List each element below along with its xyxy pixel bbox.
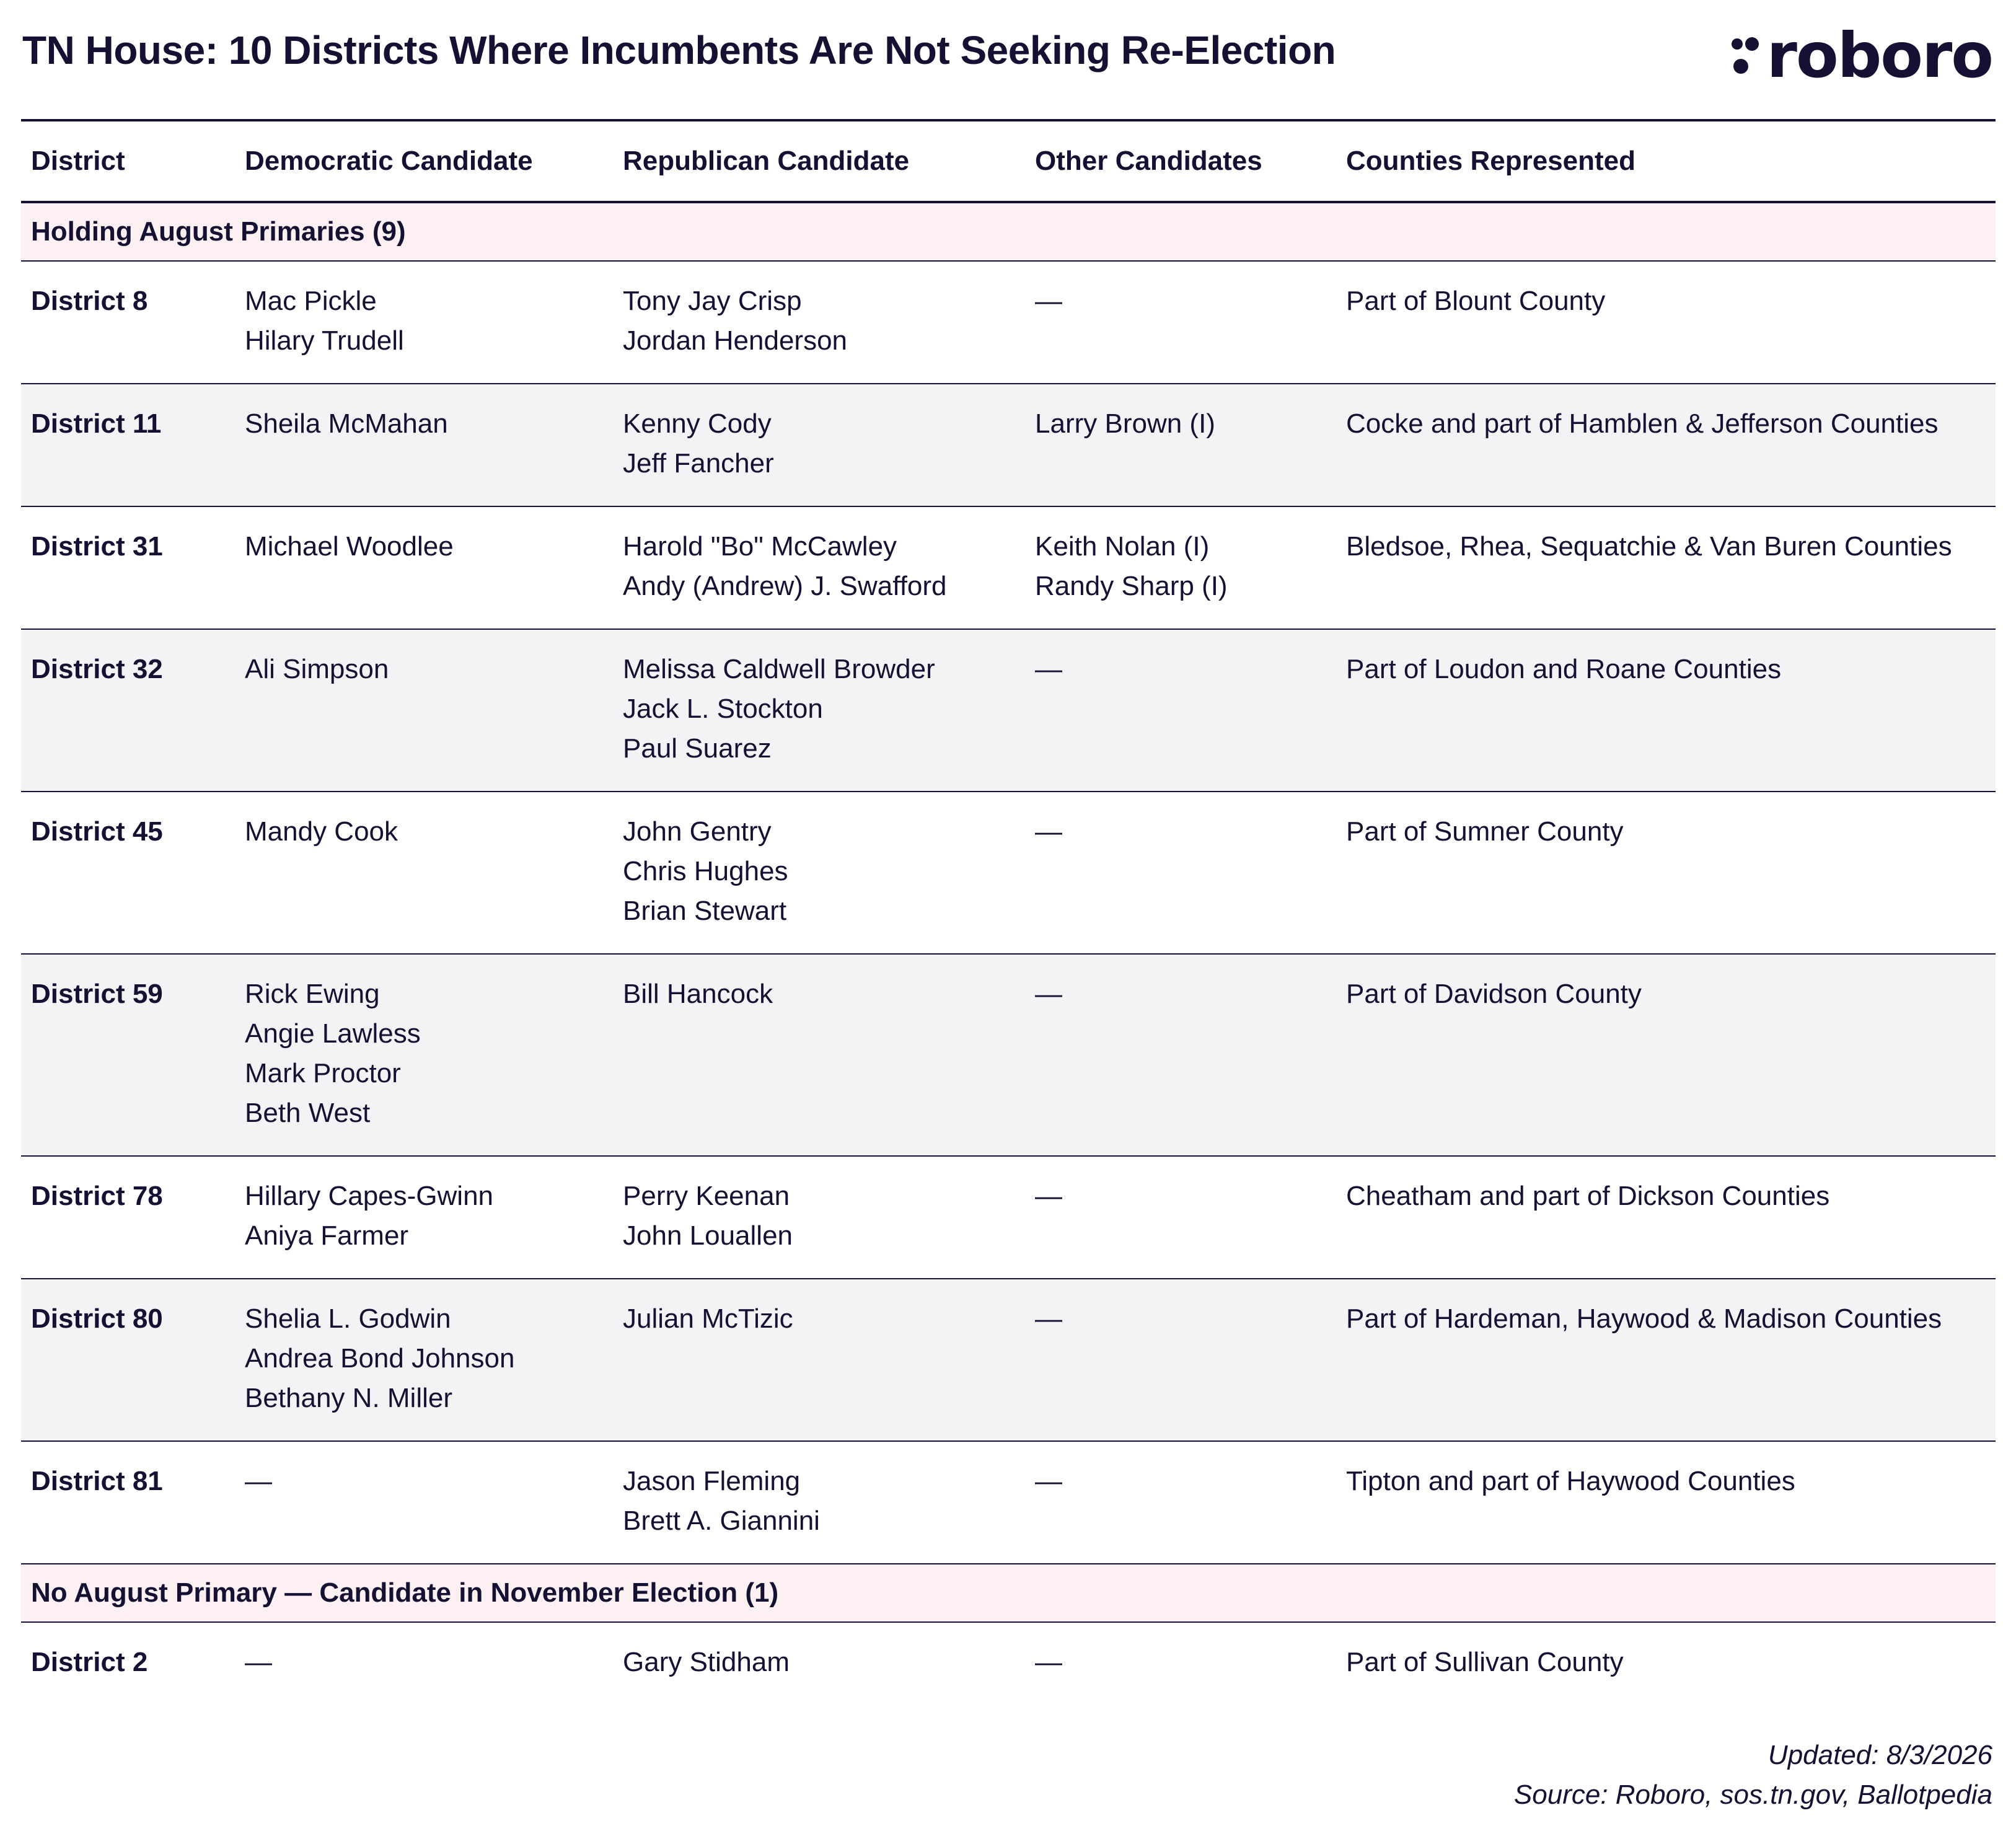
republican-candidate-name: Jeff Fancher — [623, 448, 774, 479]
other-candidate-name: Larry Brown (I) — [1035, 408, 1215, 439]
column-header-republican: Republican Candidate — [613, 120, 1025, 202]
other-candidate-name: Randy Sharp (I) — [1035, 571, 1228, 601]
republican-candidate-name: Jordan Henderson — [623, 325, 848, 356]
democratic-candidate-name: Ali Simpson — [245, 654, 389, 684]
democratic-candidates-cell — [235, 954, 613, 1156]
democratic-candidate-name: Hilary Trudell — [245, 325, 404, 356]
logo-wordmark: roboro — [1766, 19, 1992, 92]
table-row — [21, 629, 1996, 792]
roboro-logo — [1728, 19, 1992, 92]
counties-cell: Bledsoe, Rhea, Sequatchie & Van Buren Counties — [1336, 506, 1996, 629]
district-cell: District 2 — [31, 1647, 148, 1677]
republican-candidate-name: Paul Suarez — [623, 733, 772, 764]
republican-candidates-cell — [613, 1156, 1025, 1279]
section-row — [21, 202, 1996, 261]
other-candidate-name: — — [1035, 816, 1062, 847]
district-cell: District 32 — [21, 629, 235, 792]
democratic-candidates-cell — [235, 1441, 613, 1564]
other-candidates-cell — [1025, 954, 1336, 1156]
republican-candidate-name: Jack L. Stockton — [623, 694, 823, 724]
republican-candidate-name: Julian McTizic — [623, 1304, 793, 1334]
republican-candidates-cell — [613, 1441, 1025, 1564]
counties-cell: Cheatham and part of Dickson Counties — [1336, 1156, 1996, 1279]
column-header-district: District — [21, 120, 235, 202]
republican-candidate-name: Brian Stewart — [623, 896, 787, 926]
other-candidates-cell — [1025, 792, 1336, 954]
democratic-candidates-cell — [235, 261, 613, 384]
republican-candidate-name: Chris Hughes — [623, 856, 788, 886]
other-candidate-name: — — [1035, 286, 1062, 316]
republican-candidates-cell — [613, 384, 1025, 506]
republican-candidate-name: John Gentry — [623, 816, 772, 847]
counties-cell: Part of Davidson County — [1336, 954, 1996, 1156]
other-candidate-name: — — [1035, 1304, 1062, 1334]
republican-candidates-cell — [613, 261, 1025, 384]
section-label: Holding August Primaries (9) — [21, 202, 1996, 261]
other-candidate-name: — — [1035, 1181, 1062, 1211]
footer — [1514, 1736, 1992, 1815]
other-candidates-cell — [1025, 1156, 1336, 1279]
democratic-candidate-name: Rick Ewing — [245, 979, 380, 1009]
section-row — [21, 1564, 1996, 1622]
republican-candidates-cell — [613, 506, 1025, 629]
democratic-candidate-name: Sheila McMahan — [245, 408, 448, 439]
table-row — [21, 506, 1996, 629]
table-row — [21, 1279, 1996, 1441]
other-candidate-name: — — [1035, 1647, 1062, 1677]
other-candidates-cell — [1025, 1622, 1336, 1705]
democratic-candidates-cell — [235, 384, 613, 506]
other-candidate-name: Keith Nolan (I) — [1035, 531, 1210, 562]
republican-candidate-name: Jason Fleming — [623, 1466, 801, 1496]
table-row — [21, 261, 1996, 384]
democratic-candidate-name: Aniya Farmer — [245, 1220, 409, 1251]
other-candidate-name: — — [1035, 1466, 1062, 1496]
democratic-candidates-cell — [235, 1279, 613, 1441]
table-row — [21, 384, 1996, 506]
district-cell: District 45 — [21, 792, 235, 954]
democratic-candidate-name: Bethany N. Miller — [245, 1383, 453, 1413]
page-title: TN House: 10 Districts Where Incumbents Are Not Seeking Re-Election — [22, 28, 1336, 73]
district-cell: District 78 — [21, 1156, 235, 1279]
counties-cell: Part of Hardeman, Haywood & Madison Counties — [1336, 1279, 1996, 1441]
republican-candidate-name: Perry Keenan — [623, 1181, 790, 1211]
district-cell: District 59 — [21, 954, 235, 1156]
other-candidate-name: — — [1035, 654, 1062, 684]
updated-date: Updated: 8/3/2026 — [1767, 1740, 1992, 1770]
other-candidates-cell — [1025, 261, 1336, 384]
counties-cell: Tipton and part of Haywood Counties — [1336, 1441, 1996, 1564]
republican-candidates-cell — [613, 1622, 1025, 1705]
republican-candidate-name: Gary Stidham — [623, 1647, 790, 1677]
logo-dots-icon — [1728, 34, 1761, 77]
column-header-other: Other Candidates — [1025, 120, 1336, 202]
democratic-candidate-name: Hillary Capes-Gwinn — [245, 1181, 494, 1211]
district-cell: District 11 — [21, 384, 235, 506]
republican-candidate-name: Harold "Bo" McCawley — [623, 531, 897, 562]
table-row — [21, 1441, 1996, 1564]
district-cell: District 31 — [21, 506, 235, 629]
democratic-candidate-name: Beth West — [245, 1098, 371, 1128]
counties-cell: Part of Loudon and Roane Counties — [1336, 629, 1996, 792]
republican-candidates-cell — [613, 629, 1025, 792]
democratic-candidate-name: Andrea Bond Johnson — [245, 1343, 515, 1374]
democratic-candidates-cell — [235, 1622, 613, 1705]
districts-table — [21, 119, 1996, 1705]
table-body — [21, 202, 1996, 1705]
table-row — [21, 954, 1996, 1156]
other-candidates-cell — [1025, 506, 1336, 629]
other-candidates-cell — [1025, 629, 1336, 792]
democratic-candidates-cell — [235, 629, 613, 792]
democratic-candidate-name: — — [245, 1466, 272, 1496]
district-cell: District 80 — [21, 1279, 235, 1441]
table-header-row — [21, 120, 1996, 202]
district-cell: District 81 — [21, 1441, 235, 1564]
democratic-candidate-name: Angie Lawless — [245, 1018, 421, 1049]
republican-candidate-name: Bill Hancock — [623, 979, 773, 1009]
counties-cell: Part of Sumner County — [1336, 792, 1996, 954]
other-candidates-cell — [1025, 384, 1336, 506]
column-header-counties: Counties Represented — [1336, 120, 1996, 202]
other-candidates-cell — [1025, 1441, 1336, 1564]
district-cell: District 8 — [21, 261, 235, 384]
republican-candidate-name: Brett A. Giannini — [623, 1506, 820, 1536]
democratic-candidate-name: — — [245, 1647, 272, 1677]
counties-cell: Cocke and part of Hamblen & Jefferson Counties — [1336, 384, 1996, 506]
democratic-candidate-name: Michael Woodlee — [245, 531, 454, 562]
republican-candidate-name: Melissa Caldwell Browder — [623, 654, 935, 684]
republican-candidates-cell — [613, 792, 1025, 954]
column-header-democratic: Democratic Candidate — [235, 120, 613, 202]
table-row — [21, 792, 1996, 954]
republican-candidates-cell — [613, 954, 1025, 1156]
source-note: Source: Roboro, sos.tn.gov, Ballotpedia — [1513, 1780, 1992, 1810]
republican-candidate-name: Andy (Andrew) J. Swafford — [623, 571, 947, 601]
democratic-candidate-name: Mark Proctor — [245, 1058, 401, 1088]
democratic-candidate-name: Mac Pickle — [245, 286, 377, 316]
republican-candidates-cell — [613, 1279, 1025, 1441]
table-row — [21, 1156, 1996, 1279]
democratic-candidate-name: Mandy Cook — [245, 816, 398, 847]
republican-candidate-name: Kenny Cody — [623, 408, 772, 439]
republican-candidate-name: John Louallen — [623, 1220, 793, 1251]
counties-cell: Part of Blount County — [1336, 261, 1996, 384]
republican-candidate-name: Tony Jay Crisp — [623, 286, 802, 316]
section-label: No August Primary — Candidate in November Election (1) — [21, 1564, 1996, 1622]
other-candidate-name: — — [1035, 979, 1062, 1009]
democratic-candidates-cell — [235, 1156, 613, 1279]
other-candidates-cell — [1025, 1279, 1336, 1441]
democratic-candidate-name: Shelia L. Godwin — [245, 1304, 451, 1334]
counties-cell: Part of Sullivan County — [1346, 1647, 1624, 1677]
democratic-candidates-cell — [235, 792, 613, 954]
democratic-candidates-cell — [235, 506, 613, 629]
table-row — [21, 1622, 1996, 1705]
